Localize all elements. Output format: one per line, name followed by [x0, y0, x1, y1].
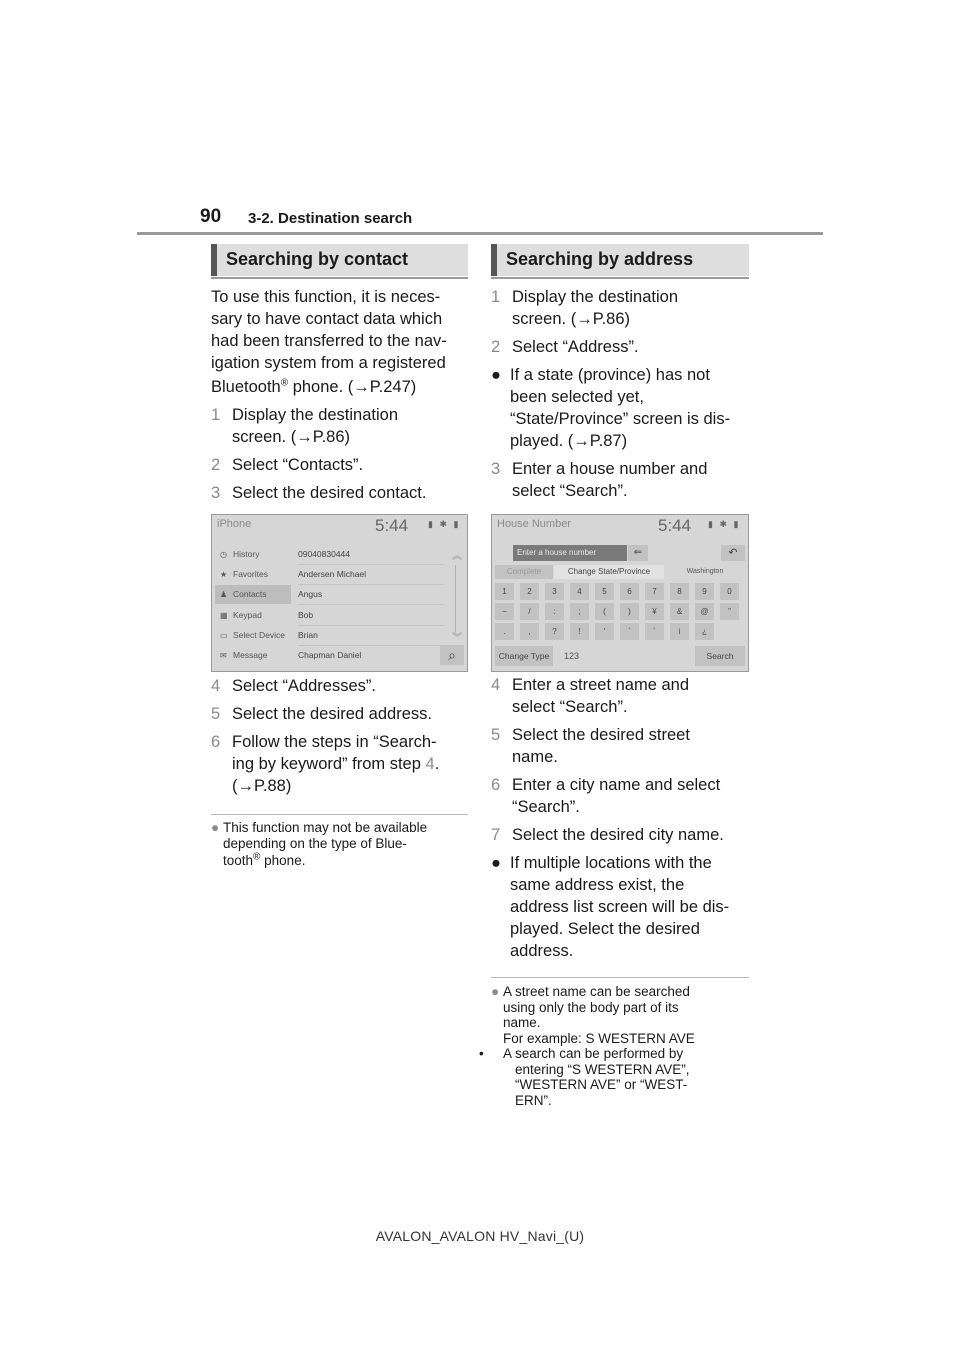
contact-row[interactable]: Angus	[298, 585, 444, 605]
keyboard-key[interactable]: 8	[670, 583, 689, 600]
message-icon: ✉	[220, 651, 227, 660]
contact-row[interactable]: Chapman Daniel	[298, 650, 362, 660]
keyboard-key[interactable]: ¥	[645, 603, 664, 620]
step-4: 4 Enter a street name and select “Search”.	[491, 676, 690, 716]
registered-mark: ®	[253, 851, 261, 863]
intro-line: To use this function, it is neces-	[211, 288, 441, 306]
page-reference[interactable]: P.88)	[254, 777, 292, 795]
keyboard-key[interactable]: ?	[545, 623, 564, 640]
keyboard-key[interactable]: −	[495, 603, 514, 620]
keyboard-key[interactable]: "	[720, 603, 739, 620]
left-column-lower	[211, 675, 473, 797]
right-column	[491, 286, 753, 502]
sidebar-item-contacts[interactable]: ♟ Contacts	[215, 585, 291, 604]
keyboard-key[interactable]: 6	[620, 583, 639, 600]
keyboard-key[interactable]: 7	[645, 583, 664, 600]
keyboard-key[interactable]: (	[595, 603, 614, 620]
header-rule	[137, 232, 823, 235]
star-icon: ★	[220, 570, 228, 579]
keyboard-key[interactable]: i	[670, 623, 689, 640]
clock: 5:44	[375, 516, 409, 535]
heading-searching-by-contact: Searching by contact	[211, 244, 468, 276]
intro-line: igation system from a registered	[211, 354, 446, 372]
contact-row[interactable]: Brian	[298, 626, 444, 646]
screen-title: iPhone	[217, 518, 252, 530]
bullet-mark: ●	[491, 366, 501, 384]
footer-model: AVALON_AVALON HV_Navi_(U)	[375, 1228, 585, 1244]
keyboard-key[interactable]: 0	[720, 583, 739, 600]
step-3: 3 Select the desired contact.	[211, 484, 427, 502]
intro-line: had been transferred to the nav-	[211, 332, 447, 350]
scrollbar[interactable]	[455, 565, 456, 633]
house-number-screen	[491, 514, 749, 672]
page-number: 90	[200, 206, 222, 227]
note-separator	[491, 977, 749, 978]
status-icons: ▮ ✱ ▮	[708, 519, 741, 529]
bullet-multiple-locations: ● If multiple locations with the same address exist, the address list screen will be dis- played. Select the desired address.	[491, 854, 730, 960]
contact-row[interactable]: 09040830444	[298, 545, 444, 565]
sidebar-item-history[interactable]: ◷ History	[215, 545, 291, 564]
page-reference[interactable]: P.247)	[369, 378, 417, 396]
page-up-icon[interactable]: ︽	[452, 551, 462, 562]
back-icon[interactable]: ↶	[721, 545, 745, 561]
screen-title: House Number	[497, 518, 571, 530]
bullet-state: ● If a state (province) has not been selected yet, “State/Province” screen is dis- played. (→P.87)	[491, 366, 731, 450]
arrow-icon: →	[237, 777, 254, 795]
person-icon: ♟	[220, 590, 228, 599]
heading-rule-left	[211, 277, 468, 279]
right-column-lower	[491, 674, 753, 962]
change-type-button[interactable]: Change Type	[495, 646, 553, 666]
step-4: 4 Select “Addresses”.	[211, 677, 376, 695]
sidebar-item-message[interactable]: ✉ Message	[215, 646, 291, 665]
page-down-icon[interactable]: ︾	[452, 633, 462, 644]
house-number-input[interactable]: Enter a house number	[513, 545, 627, 561]
page-reference[interactable]: P.87)	[589, 432, 628, 450]
sidebar-item-select-device[interactable]: ▭ Select Device	[215, 626, 291, 645]
note-bullet: ●	[211, 820, 220, 835]
heading-searching-by-address: Searching by address	[491, 244, 749, 276]
registered-mark: ®	[280, 377, 289, 389]
keyboard-key[interactable]: .	[495, 623, 514, 640]
keyboard-key[interactable]: ,	[520, 623, 539, 640]
keyboard-key[interactable]: ¿	[695, 623, 714, 640]
tab-complete[interactable]: Complete	[495, 565, 553, 579]
backspace-icon[interactable]: ⇐	[628, 545, 648, 561]
bullet-mark: ●	[491, 854, 501, 872]
keyboard-key[interactable]: /	[520, 603, 539, 620]
keyboard-key[interactable]: @	[695, 603, 714, 620]
keyboard-key[interactable]: 5	[595, 583, 614, 600]
search-icon[interactable]: ⌕	[440, 645, 464, 665]
status-icons: ▮ ✱ ▮	[428, 519, 461, 529]
keyboard-key[interactable]: :	[545, 603, 564, 620]
change-state-button[interactable]: Change State/Province	[554, 565, 664, 579]
left-column	[211, 286, 473, 504]
step-1: 1 Display the destination screen. (→P.86)	[491, 288, 679, 328]
keyboard-key[interactable]: !	[570, 623, 589, 640]
note-bullet: ●	[491, 984, 500, 999]
note-separator	[211, 814, 468, 815]
current-state: Washington	[686, 568, 724, 575]
keyboard-key[interactable]: )	[620, 603, 639, 620]
keyboard-key[interactable]: 3	[545, 583, 564, 600]
step-reference: 4	[425, 755, 435, 773]
sidebar-item-favorites[interactable]: ★ Favorites	[215, 565, 291, 584]
step-2: 2 Select “Contacts”.	[211, 456, 364, 474]
keyboard-key[interactable]: ;	[570, 603, 589, 620]
intro-line: Bluetooth® phone. (→P.247)	[211, 377, 417, 396]
contacts-screen	[211, 514, 468, 672]
keyboard-key[interactable]: '	[595, 623, 614, 640]
keyboard-key[interactable]: `	[620, 623, 639, 640]
step-7: 7 Select the desired city name.	[491, 826, 724, 844]
clock-icon: ◷	[220, 550, 227, 559]
sub-bullet: •	[479, 1046, 484, 1061]
arrow-icon: →	[353, 378, 370, 396]
step-3: 3 Enter a house number and select “Search”.	[491, 460, 708, 500]
step-2: 2 Select “Address”.	[491, 338, 639, 356]
section-title: 3-2. Destination search	[248, 210, 413, 227]
arrow-icon: →	[576, 310, 593, 328]
search-button[interactable]: Search	[695, 646, 745, 666]
page-reference[interactable]: P.86)	[592, 310, 630, 328]
device-icon: ▭	[220, 631, 228, 640]
arrow-icon: →	[573, 432, 590, 450]
contact-row[interactable]: Bob	[298, 606, 444, 626]
keyboard-key[interactable]: &	[670, 603, 689, 620]
keyboard-key[interactable]: 4	[570, 583, 589, 600]
keyboard-key[interactable]: 9	[695, 583, 714, 600]
sidebar-item-keypad[interactable]: ▦ Keypad	[215, 606, 291, 625]
intro-line: sary to have contact data which	[211, 310, 443, 328]
keyboard-key[interactable]: 1	[495, 583, 514, 600]
step-6: 6 Enter a city name and select “Search”.	[491, 776, 721, 816]
input-mode: 123	[564, 651, 580, 661]
keyboard-key[interactable]: 2	[520, 583, 539, 600]
step-5: 5 Select the desired address.	[211, 705, 432, 723]
note-contact: ● This function may not be available depending on the type of Blue- tooth® phone.	[211, 820, 428, 868]
contact-row[interactable]: Andersen Michael	[298, 565, 444, 585]
step-6: 6 Follow the steps in “Search- ing by keyword” from step 4. (→P.88)	[211, 733, 440, 795]
keypad-icon: ▦	[220, 611, 228, 620]
keyboard-key[interactable]: ´	[645, 623, 664, 640]
clock: 5:44	[658, 516, 692, 535]
note-address: ● A street name can be searched using only the body part of its name. For example: S WESTERN AVE • A search can be performed by entering “S WESTERN AVE”, “WESTERN AVE” or “WEST- ERN”.	[479, 984, 695, 1108]
page-reference[interactable]: P.86)	[312, 428, 350, 446]
step-5: 5 Select the desired street name.	[491, 726, 690, 766]
step-1: 1 Display the destination screen. (→P.86)	[211, 406, 399, 446]
arrow-icon: →	[296, 428, 313, 446]
heading-rule-right	[491, 277, 749, 279]
